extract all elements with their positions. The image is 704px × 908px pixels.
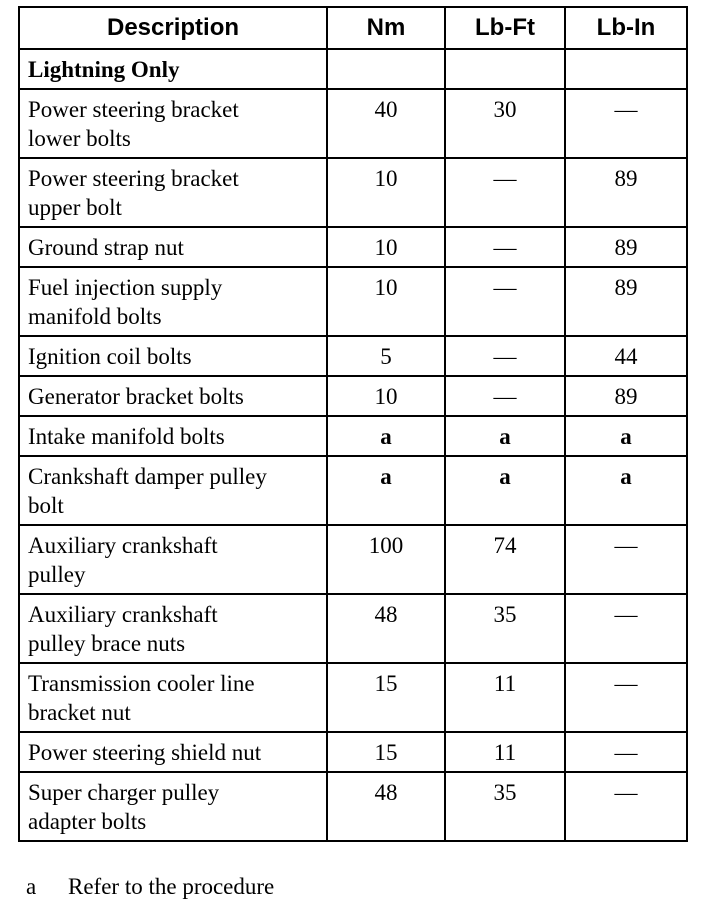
header-nm: Nm bbox=[327, 7, 445, 49]
footnote-text: Refer to the procedure bbox=[68, 874, 275, 899]
table-row bbox=[19, 376, 687, 416]
description-line: Crankshaft damper pulley bbox=[28, 464, 267, 489]
nm-cell: 15 bbox=[327, 663, 445, 732]
lb-ft-cell: 35 bbox=[445, 594, 565, 663]
lb-in-cell: a bbox=[565, 416, 687, 456]
table-row bbox=[19, 89, 687, 158]
description-line: Ground strap nut bbox=[28, 235, 184, 260]
description-line: Transmission cooler line bbox=[28, 671, 255, 696]
section-row bbox=[19, 49, 687, 89]
description-line: Auxiliary crankshaft bbox=[28, 602, 218, 627]
description-line: bracket nut bbox=[28, 700, 131, 725]
nm-cell: 10 bbox=[327, 227, 445, 267]
description-cell bbox=[19, 456, 327, 525]
description-cell bbox=[19, 89, 327, 158]
nm-cell: a bbox=[327, 416, 445, 456]
description-line: lower bolts bbox=[28, 126, 131, 151]
footnote bbox=[26, 873, 274, 901]
header-lb-ft: Lb-Ft bbox=[445, 7, 565, 49]
description-cell bbox=[19, 732, 327, 772]
description-cell bbox=[19, 336, 327, 376]
nm-cell: 100 bbox=[327, 525, 445, 594]
lb-ft-cell: 11 bbox=[445, 663, 565, 732]
lb-ft-cell: — bbox=[445, 336, 565, 376]
table-row bbox=[19, 336, 687, 376]
lb-in-cell: — bbox=[565, 594, 687, 663]
nm-cell: 10 bbox=[327, 376, 445, 416]
description-cell bbox=[19, 158, 327, 227]
description-line: adapter bolts bbox=[28, 809, 147, 834]
description-line: manifold bolts bbox=[28, 304, 162, 329]
table-row bbox=[19, 227, 687, 267]
lb-ft-cell: — bbox=[445, 376, 565, 416]
description-line: pulley bbox=[28, 562, 86, 587]
table-row bbox=[19, 456, 687, 525]
nm-cell: 40 bbox=[327, 89, 445, 158]
description-line: Super charger pulley bbox=[28, 780, 220, 805]
description-cell bbox=[19, 525, 327, 594]
torque-spec-table bbox=[18, 6, 688, 842]
description-cell bbox=[19, 594, 327, 663]
lb-in-cell: 44 bbox=[565, 336, 687, 376]
description-line: Power steering bracket bbox=[28, 97, 239, 122]
nm-cell: 10 bbox=[327, 158, 445, 227]
lb-ft-cell: 11 bbox=[445, 732, 565, 772]
lb-ft-cell: 35 bbox=[445, 772, 565, 841]
description-line: upper bolt bbox=[28, 195, 122, 220]
lb-in-cell: 89 bbox=[565, 376, 687, 416]
lb-ft-cell: 74 bbox=[445, 525, 565, 594]
nm-cell: 48 bbox=[327, 772, 445, 841]
description-line: pulley brace nuts bbox=[28, 631, 186, 656]
header-row bbox=[19, 7, 687, 49]
empty-cell bbox=[445, 49, 565, 89]
table-row bbox=[19, 772, 687, 841]
table-row bbox=[19, 663, 687, 732]
description-line: bolt bbox=[28, 493, 64, 518]
description-line: Generator bracket bolts bbox=[28, 384, 244, 409]
lb-in-cell: 89 bbox=[565, 227, 687, 267]
description-line: Auxiliary crankshaft bbox=[28, 533, 218, 558]
lb-ft-cell: a bbox=[445, 416, 565, 456]
lb-in-cell: — bbox=[565, 663, 687, 732]
table-row bbox=[19, 594, 687, 663]
lb-ft-cell: — bbox=[445, 227, 565, 267]
nm-cell: 15 bbox=[327, 732, 445, 772]
lb-in-cell: — bbox=[565, 732, 687, 772]
lb-in-cell: a bbox=[565, 456, 687, 525]
description-cell bbox=[19, 772, 327, 841]
description-line: Ignition coil bolts bbox=[28, 344, 192, 369]
section-title: Lightning Only bbox=[19, 49, 327, 89]
description-line: Fuel injection supply bbox=[28, 275, 223, 300]
table-row bbox=[19, 525, 687, 594]
description-cell bbox=[19, 227, 327, 267]
nm-cell: 10 bbox=[327, 267, 445, 336]
table-row bbox=[19, 158, 687, 227]
description-cell bbox=[19, 416, 327, 456]
empty-cell bbox=[565, 49, 687, 89]
description-cell bbox=[19, 663, 327, 732]
description-line: Power steering bracket bbox=[28, 166, 239, 191]
lb-ft-cell: 30 bbox=[445, 89, 565, 158]
footnote-mark: a bbox=[26, 874, 37, 899]
lb-ft-cell: — bbox=[445, 158, 565, 227]
table-row bbox=[19, 267, 687, 336]
nm-cell: 5 bbox=[327, 336, 445, 376]
lb-in-cell: — bbox=[565, 89, 687, 158]
description-cell bbox=[19, 376, 327, 416]
empty-cell bbox=[327, 49, 445, 89]
lb-in-cell: 89 bbox=[565, 158, 687, 227]
description-cell bbox=[19, 267, 327, 336]
lb-in-cell: — bbox=[565, 772, 687, 841]
header-lb-in: Lb-In bbox=[565, 7, 687, 49]
lb-ft-cell: a bbox=[445, 456, 565, 525]
description-line: Intake manifold bolts bbox=[28, 424, 225, 449]
nm-cell: a bbox=[327, 456, 445, 525]
lb-in-cell: 89 bbox=[565, 267, 687, 336]
table-row bbox=[19, 416, 687, 456]
lb-ft-cell: — bbox=[445, 267, 565, 336]
lb-in-cell: — bbox=[565, 525, 687, 594]
table-row bbox=[19, 732, 687, 772]
nm-cell: 48 bbox=[327, 594, 445, 663]
header-description: Description bbox=[19, 7, 327, 49]
description-line: Power steering shield nut bbox=[28, 740, 262, 765]
